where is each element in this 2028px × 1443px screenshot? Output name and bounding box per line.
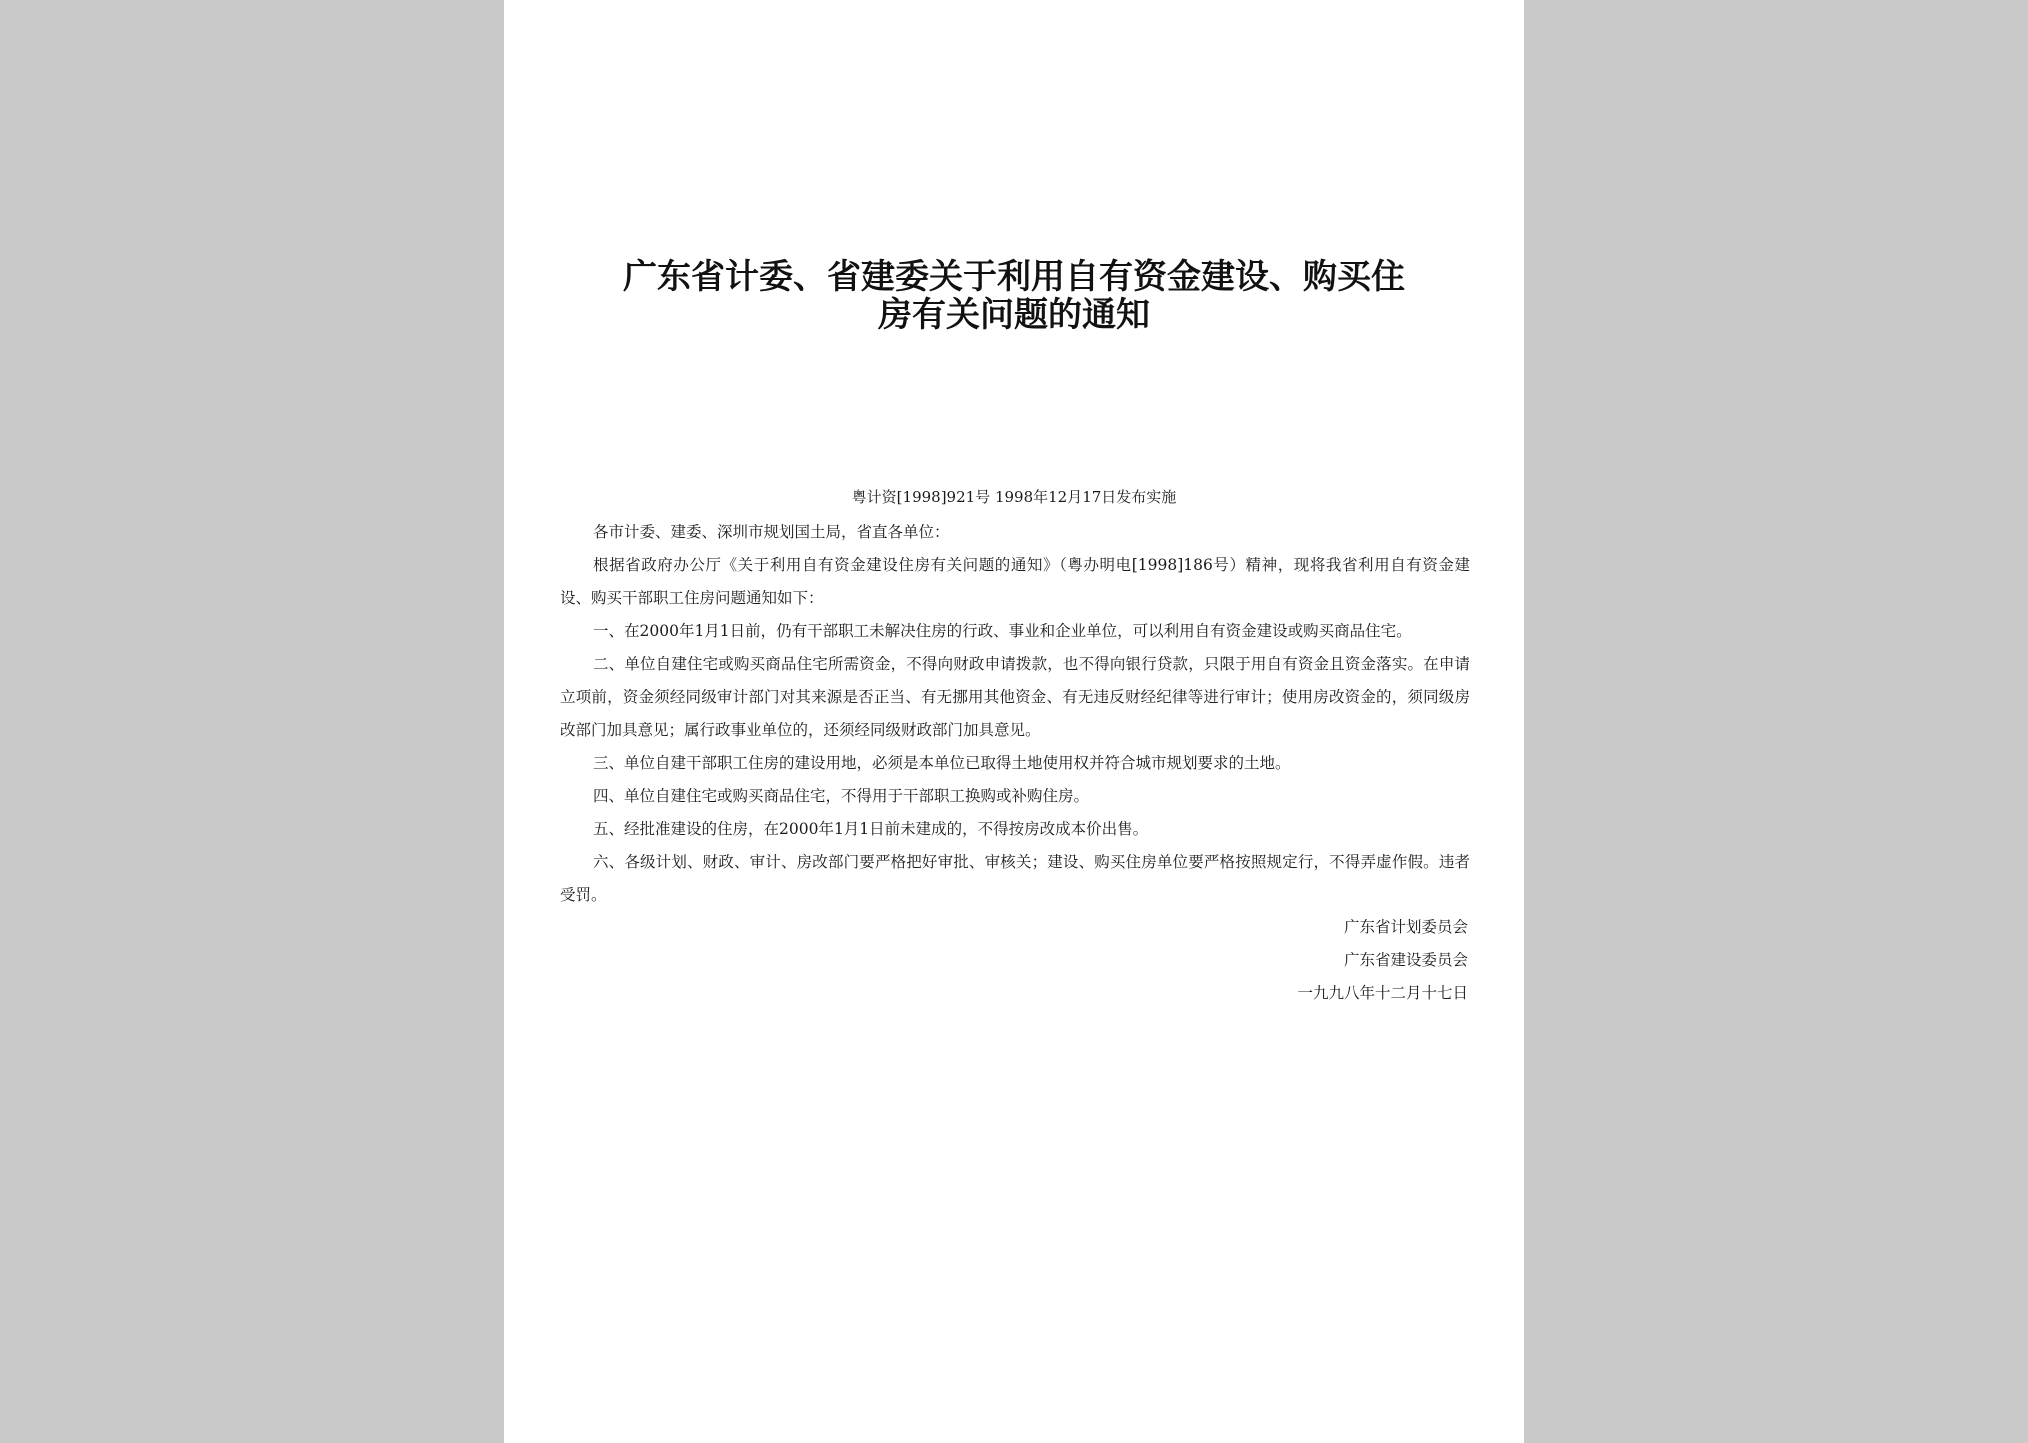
document-body	[560, 516, 1470, 912]
document-title	[504, 258, 1524, 334]
paragraph-2: 二、单位自建住宅或购买商品住宅所需资金，不得向财政申请拨款，也不得向银行贷款，只限于用自有资金且资金落实。在申请立项前，资金须经同级审计部门对其来源是否正当、有无挪用其他资金、有无违反财经纪律等进行审计；使用房改资金的，须同级房改部门加具意见；属行政事业单位的，还须经同级财政部门加具意见。	[560, 655, 1470, 739]
signatory-construction-committee: 广东省建设委员会	[1343, 951, 1468, 969]
paragraph-3: 三、单位自建干部职工住房的建设用地，必须是本单位已取得土地使用权并符合城市规划要求的土地。	[593, 754, 1291, 772]
paragraph-4: 四、单位自建住宅或购买商品住宅，不得用于干部职工换购或补购住房。	[593, 787, 1090, 805]
document-page	[504, 0, 1524, 1443]
paragraph-5: 五、经批准建设的住房，在2000年1月1日前未建成的，不得按房改成本价出售。	[593, 820, 1149, 838]
paragraph-intro: 根据省政府办公厅《关于利用自有资金建设住房有关问题的通知》（粤办明电[1998]186号）精神，现将我省利用自有资金建设、购买干部职工住房问题通知如下：	[560, 556, 1470, 607]
title-line-1: 广东省计委、省建委关于利用自有资金建设、购买住	[623, 257, 1405, 297]
signatory-planning-committee: 广东省计划委员会	[1343, 918, 1468, 936]
signature-block	[1297, 911, 1468, 1010]
document-reference: 粤计资[1998]921号 1998年12月17日发布实施	[851, 488, 1177, 506]
signature-date: 一九九八年十二月十七日	[1297, 984, 1468, 1002]
paragraph-6: 六、各级计划、财政、审计、房改部门要严格把好审批、审核关；建设、购买住房单位要严格按照规定行，不得弄虚作假。违者受罚。	[560, 853, 1470, 904]
salutation: 各市计委、建委、深圳市规划国土局，省直各单位：	[593, 523, 950, 541]
paragraph-1: 一、在2000年1月1日前，仍有干部职工未解决住房的行政、事业和企业单位，可以利用自有资金建设或购买商品住宅。	[593, 622, 1412, 640]
title-line-2: 房有关问题的通知	[878, 295, 1150, 335]
